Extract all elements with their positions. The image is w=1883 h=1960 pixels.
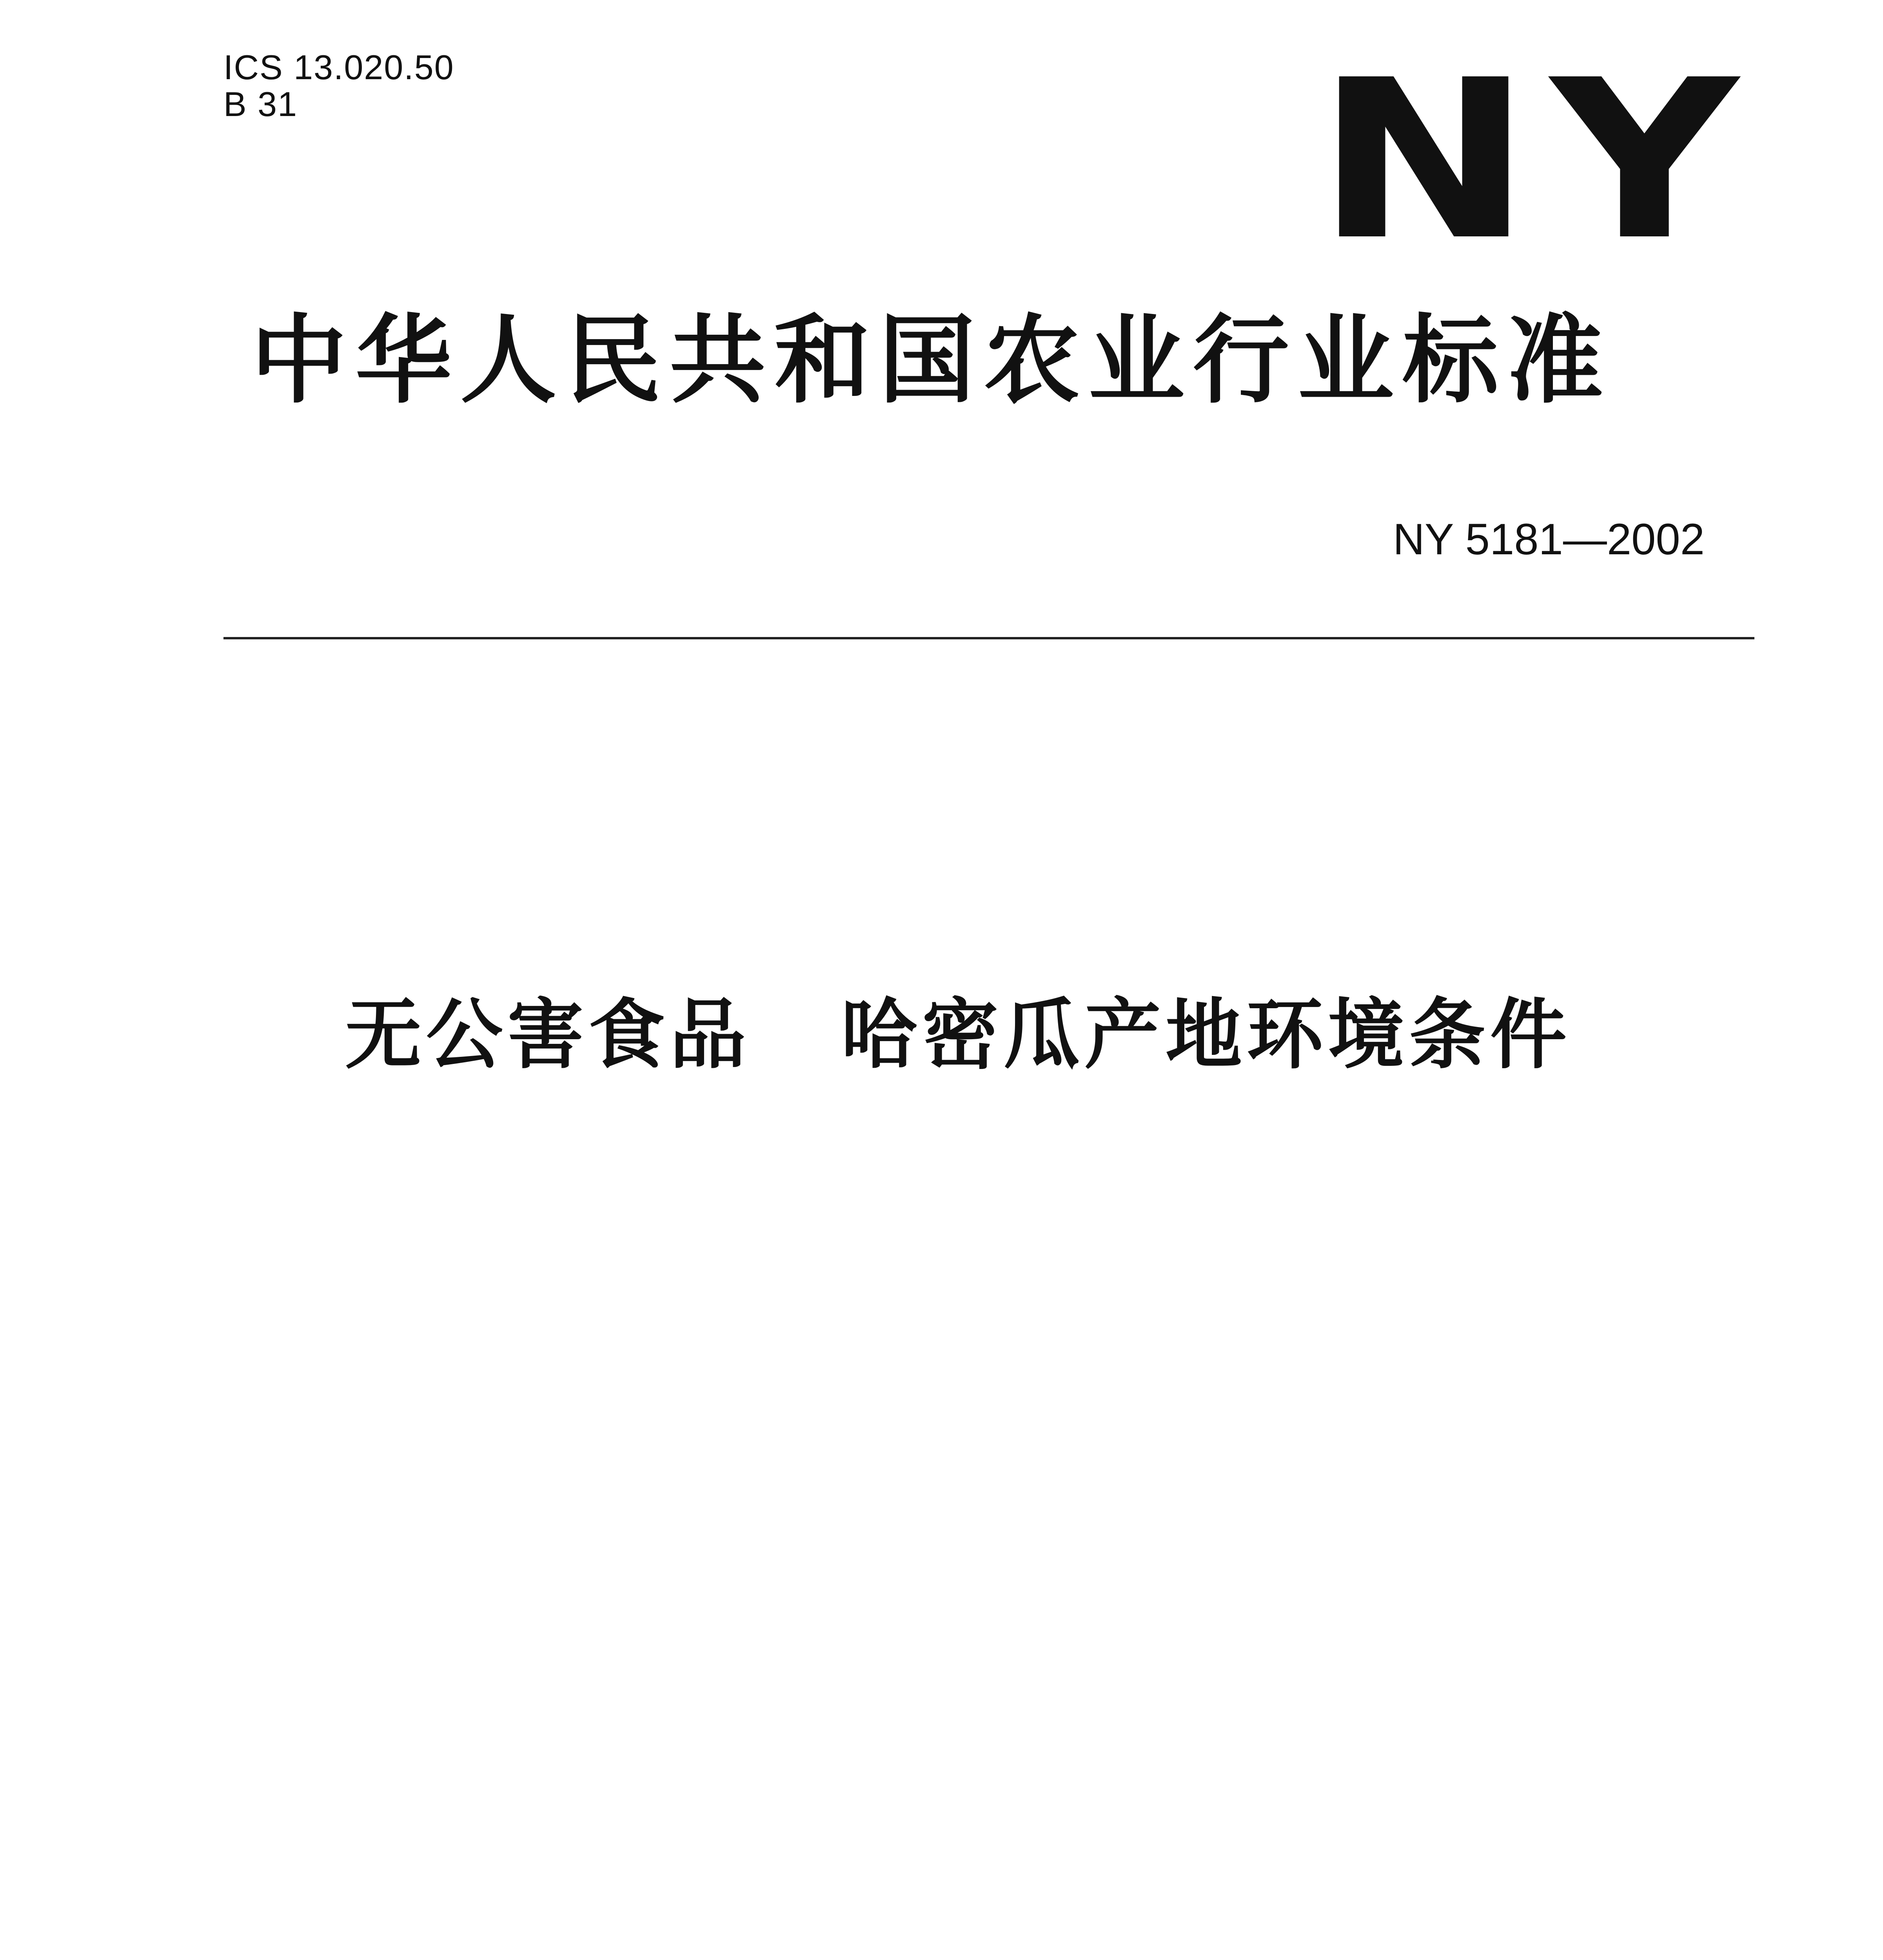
ics-code: ICS 13.020.50 <box>223 48 454 87</box>
standard-number: NY 5181—2002 <box>1393 515 1705 564</box>
document-title <box>345 988 1571 1082</box>
ny-logo: NY <box>1315 33 1757 289</box>
top-divider <box>223 637 1754 639</box>
ccs-code: B 31 <box>223 85 298 123</box>
document-title-part1: 无公害食品 <box>345 990 751 1079</box>
document-title-part2: 哈密瓜产地环境条件 <box>841 990 1571 1079</box>
standard-heading: 中华人民共和国农业行业标准 <box>251 305 1612 416</box>
